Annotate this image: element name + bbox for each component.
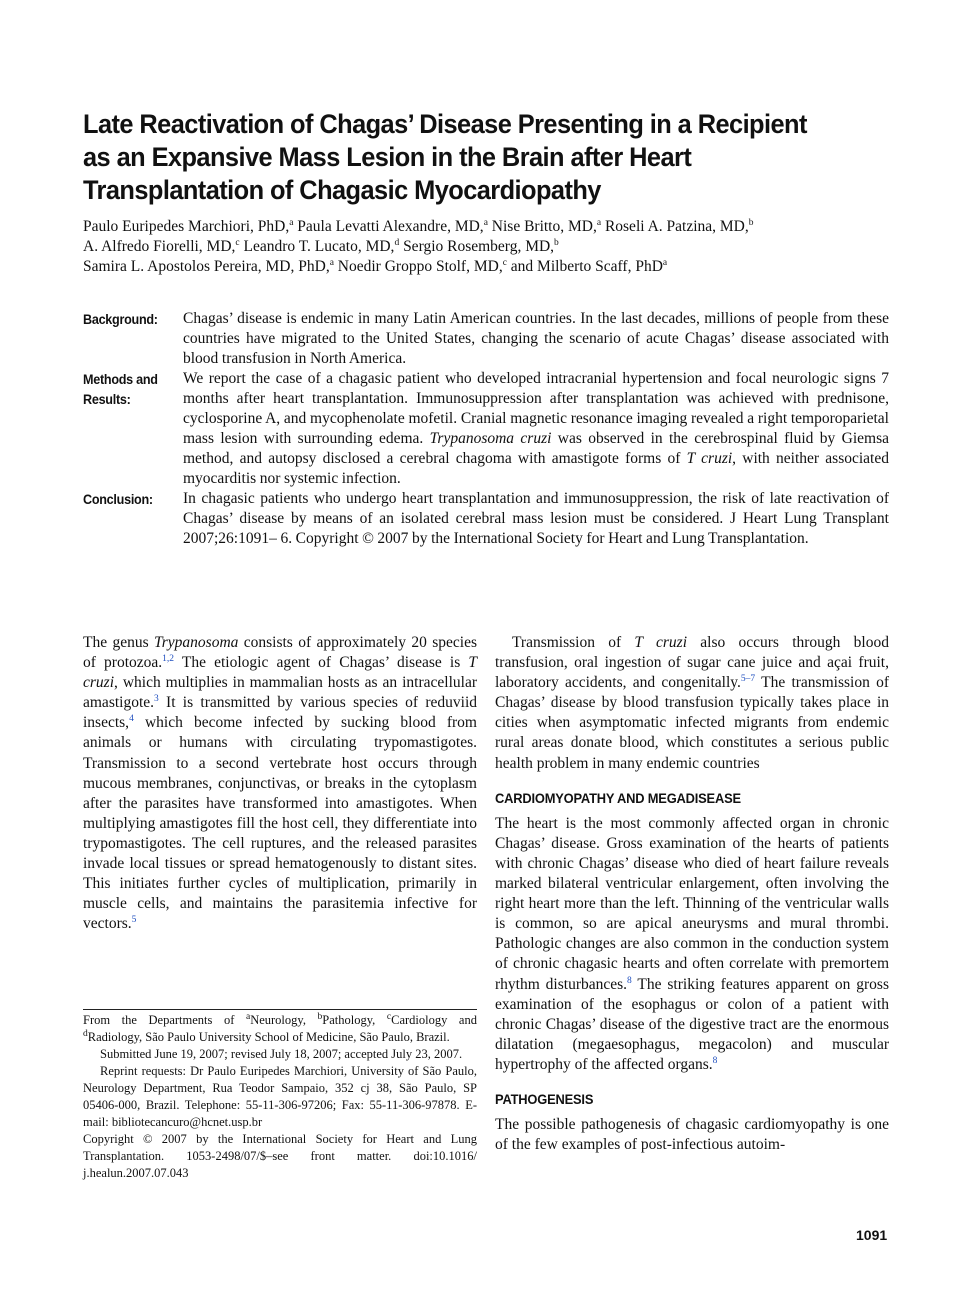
background-label: Background: — [83, 311, 158, 327]
methods-text: We report the case of a chagasic patient who developed intracranial hypertension and focal neurologic signs 7 months after heart transplantation. Immunosuppression after transplantation was achieved with prednisone, cyclosporine A, and mycophenolate mofetil. Cranial magnetic resonance imaging revealed a right temporoparietal mass lesion with surrounding edema. Trypanosoma cruzi was observed in the cerebrospinal fluid by Giemsa method, and autopsy disclosed a cerebral chagoma with amastigote forms of T cruzi, with neither associated myocarditis nor systemic infection. — [183, 370, 889, 487]
abstract — [83, 309, 889, 549]
author-line-1: Paulo Euripedes Marchiori, PhD,$^a$ Paula Levatti Alexandre, MD,$^a$ Nise Britto, MD,$^a$ Roseli A. Patzina, MD,$^b$ — [83, 217, 754, 235]
intro-paragraph: The genus Trypanosoma consists of approximately 20 species of protozoa.$^{1,2}$ The etiologic agent of Chagas’ disease is T cruzi, which multiplies in mammalian hosts as an intracellular amastigote.$^3$ It is transmitted by various species of reduviid insects,$^4$ which become infected by sucking blood from animals or humans with circulating trypomastigotes. Transmission to a second vertebrate host occurs through mucous membranes, conjunctivas, or breaks in the cytoplasm after the parasites have transformed into amastigotes. When multiplying amastigotes fill the host cell, they differentiate into trypomastigotes. The cell ruptures, and the released parasites invade local tissues or spread hematogenously to distant sites. This initiates further cycles of multiplication, primarily in muscle cells, and maintains the parasitemia infective for vectors.$^5$ — [83, 634, 477, 933]
abstract-conclusion — [83, 489, 889, 549]
title-line-2: as an Expansive Mass Lesion in the Brain after Heart — [83, 142, 692, 172]
affiliation-note: From the Departments of $^a$Neurology, $^b$Pathology, $^c$Cardiology and $^d$Radiology, São Paulo University School of Medicine, São Paulo, Brazil. — [83, 1011, 477, 1044]
citation-link[interactable]: 5–7 — [740, 674, 756, 685]
copyright-note: Copyright © 2007 by the International Society for Heart and Lung Transplantation. 1053-2498/07/$–see front matter. doi:10.1016/ j.healun.2007.07.043 — [83, 1132, 477, 1180]
conclusion-label: Conclusion: — [83, 491, 153, 507]
citation-link[interactable]: 5 — [131, 915, 137, 926]
footnote-divider — [83, 1009, 477, 1010]
citation-link[interactable]: 8 — [712, 1055, 718, 1066]
title-line-1: Late Reactivation of Chagas’ Disease Presenting in a Recipient — [83, 109, 807, 139]
cardiomyopathy-paragraph: The heart is the most commonly affected organ in chronic Chagas’ disease. Gross examination of the hearts of patients with chronic Chagas’ disease who died of heart failure reveals marked bilateral ventricular enlargement, often involving the right heart more than the left. Thinning of the ventricular walls is common, so are apical aneurysms and mural thrombi. Pathologic changes are also common in the conduction system of chronic chagasic hearts and often correlate with premortem rhythm disturbances.$^8$ The striking features apparent on gross examination of the esophagus or colon of a patient with chronic Chagas’ disease of the digestive tract are the enormous dilatation (megaesophagus, megacolon) and muscular hypertrophy of the affected organs.$^8$ — [495, 814, 889, 1073]
methods-label: Methods and Results: — [83, 371, 158, 407]
author-line-3: Samira L. Apostolos Pereira, MD, PhD,$^a$ Noedir Groppo Stolf, MD,$^c$ and Milberto Scaff, PhD$^a$ — [83, 257, 668, 275]
citation-link[interactable]: 3 — [154, 694, 159, 705]
reprint-requests: Reprint requests: Dr Paulo Euripedes Marchiori, University of São Paulo, Neurology Department, Rua Teodor Sampaio, 352 cj 38, São Paulo, SP 05406-000, Brazil. Telephone: 55-11-306-97206; Fax: 55-11-306-97878. E-mail: bibliotecancuro@hcnet.usp.br — [83, 1064, 477, 1129]
pathogenesis-paragraph: The possible pathogenesis of chagasic cardiomyopathy is one of the few examples of post-infectious autoim- — [495, 1116, 889, 1154]
article-title — [83, 108, 854, 207]
page-number: 1091 — [856, 1227, 888, 1243]
citation-link[interactable]: 8 — [627, 975, 632, 986]
right-column — [495, 633, 889, 1155]
section-heading-cardiomyopathy: CARDIOMYOPATHY AND MEGADISEASE — [495, 789, 741, 806]
citation-link[interactable]: 1,2 — [162, 653, 175, 664]
citation-link[interactable]: 4 — [129, 714, 134, 725]
section-heading-pathogenesis: PATHOGENESIS — [495, 1090, 594, 1107]
author-list — [83, 217, 903, 277]
title-line-3: Transplantation of Chagasic Myocardiopathy — [83, 175, 601, 205]
background-text: Chagas’ disease is endemic in many Latin American countries. In the last decades, millions of people from these countries have migrated to the United States, changing the scenario of acute Chagas’ disease associated with blood transfusion in North America. — [183, 310, 889, 367]
abstract-background — [83, 309, 889, 369]
submission-dates: Submitted June 19, 2007; revised July 18, 2007; accepted July 23, 2007. — [100, 1047, 463, 1061]
transmission-paragraph: Transmission of T cruzi also occurs through blood transfusion, oral ingestion of sugar cane juice and açai fruit, laboratory accidents, and congenitally.$^{5-7}$ The transmission of Chagas’ disease by blood transfusion typically takes place in cities when asymptomatic infected migrants from endemic rural areas donate blood, which constitutes a serious public health problem in many endemic countries — [495, 634, 889, 772]
left-column — [83, 633, 477, 934]
author-line-2: A. Alfredo Fiorelli, MD,$^c$ Leandro T. Lucato, MD,$^d$ Sergio Rosemberg, MD,$^b$ — [83, 237, 559, 255]
abstract-methods — [83, 369, 889, 489]
conclusion-text: In chagasic patients who undergo heart transplantation and immunosuppression, the risk of late reactivation of Chagas’ disease by means of an isolated cerebral mass lesion must be considered. J Heart Lung Transplant 2007;26:1091– 6. Copyright © 2007 by the International Society for Heart and Lung Transplantation. — [183, 490, 889, 547]
footnotes — [83, 1012, 477, 1182]
